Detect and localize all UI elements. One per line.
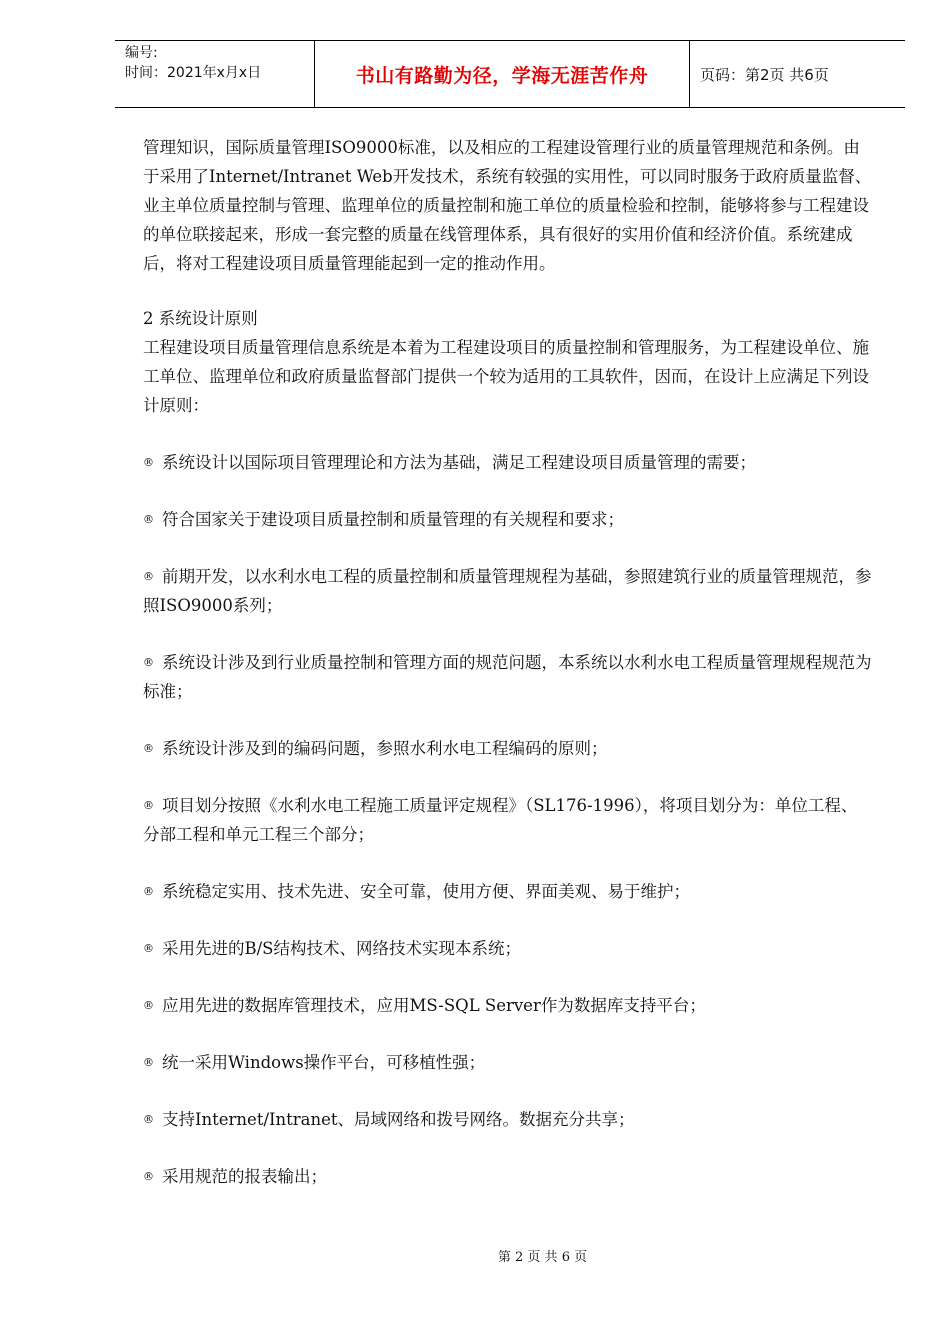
code-label: 编号:: [125, 45, 158, 61]
bullet-text: 应用先进的数据库管理技术，应用MS-SQL Server作为数据库支持平台；: [162, 996, 706, 1015]
registered-mark-icon: ®: [143, 1056, 154, 1069]
registered-mark-icon: ®: [143, 570, 154, 583]
list-item: [143, 877, 873, 906]
list-item: [143, 648, 873, 706]
registered-mark-icon: ®: [143, 1170, 154, 1183]
bullet-text: 系统设计涉及到行业质量控制和管理方面的规范问题，本系统以水利水电工程质量管理规程规范为标准；: [143, 653, 872, 701]
section-heading: 2 系统设计原则: [143, 309, 258, 328]
document-body: [143, 133, 873, 1191]
bullet-text: 系统稳定实用、技术先进、安全可靠，使用方便、界面美观、易于维护；: [162, 882, 690, 901]
bullet-text: 前期开发，以水利水电工程的质量控制和质量管理规程为基础，参照建筑行业的质量管理规范，参照ISO9000系列；: [143, 567, 872, 615]
registered-mark-icon: ®: [143, 656, 154, 669]
section-intro: 工程建设项目质量管理信息系统是本着为工程建设项目的质量控制和管理服务，为工程建设单位、施工单位、监理单位和政府质量监督部门提供一个较为适用的工具软件，因而，在设计上应满足下列设计原则：: [143, 338, 869, 415]
page-header: [115, 40, 905, 108]
header-motto: 书山有路勤为径，学海无涯苦作舟: [315, 41, 690, 107]
bullet-text: 采用先进的B/S结构技术、网络技术实现本系统；: [162, 939, 521, 958]
bullet-text: 统一采用Windows操作平台，可移植性强；: [162, 1053, 486, 1072]
bullet-text: 系统设计以国际项目管理理论和方法为基础，满足工程建设项目质量管理的需要；: [162, 453, 756, 472]
registered-mark-icon: ®: [143, 742, 154, 755]
registered-mark-icon: ®: [143, 885, 154, 898]
bullet-text: 支持Internet/Intranet、局域网络和拨号网络。数据充分共享；: [162, 1110, 635, 1129]
list-item: [143, 448, 873, 477]
intro-paragraph: 管理知识，国际质量管理ISO9000标准，以及相应的工程建设管理行业的质量管理规范和条例。由于采用了Internet/Intranet Web开发技术，系统有较强的实用性，可以同时服务于政府质量监督、业主单位质量控制与管理、监理单位的质量控制和施工单位的质量检验和控制，能够将参与工程建设的单位联接起来，形成一套完整的质量在线管理体系，具有很好的实用价值和经济价值。系统建成后，将对工程建设项目质量管理能起到一定的推动作用。: [143, 138, 872, 273]
registered-mark-icon: ®: [143, 1113, 154, 1126]
list-item: [143, 1162, 873, 1191]
list-item: [143, 991, 873, 1020]
list-item: [143, 791, 873, 849]
header-page-info: 页码：第2页 共6页: [700, 65, 829, 84]
registered-mark-icon: ®: [143, 799, 154, 812]
bullet-text: 采用规范的报表输出；: [162, 1167, 327, 1186]
registered-mark-icon: ®: [143, 942, 154, 955]
page-footer: 第 2 页 共 6 页: [497, 1250, 588, 1265]
list-item: [143, 562, 873, 620]
list-item: [143, 734, 873, 763]
bullet-text: 系统设计涉及到的编码问题，参照水利水电工程编码的原则；: [162, 739, 608, 758]
list-item: [143, 1048, 873, 1077]
header-meta: [115, 41, 315, 107]
list-item: [143, 1105, 873, 1134]
bullet-list: [143, 448, 873, 1191]
registered-mark-icon: ®: [143, 456, 154, 469]
bullet-text: 项目划分按照《水利水电工程施工质量评定规程》（SL176-1996），将项目划分为：单位工程、分部工程和单元工程三个部分；: [143, 796, 858, 844]
list-item: [143, 934, 873, 963]
list-item: [143, 505, 873, 534]
registered-mark-icon: ®: [143, 999, 154, 1012]
registered-mark-icon: ®: [143, 513, 154, 526]
bullet-text: 符合国家关于建设项目质量控制和质量管理的有关规程和要求；: [162, 510, 624, 529]
time-label: 时间：2021年x月x日: [125, 65, 262, 81]
